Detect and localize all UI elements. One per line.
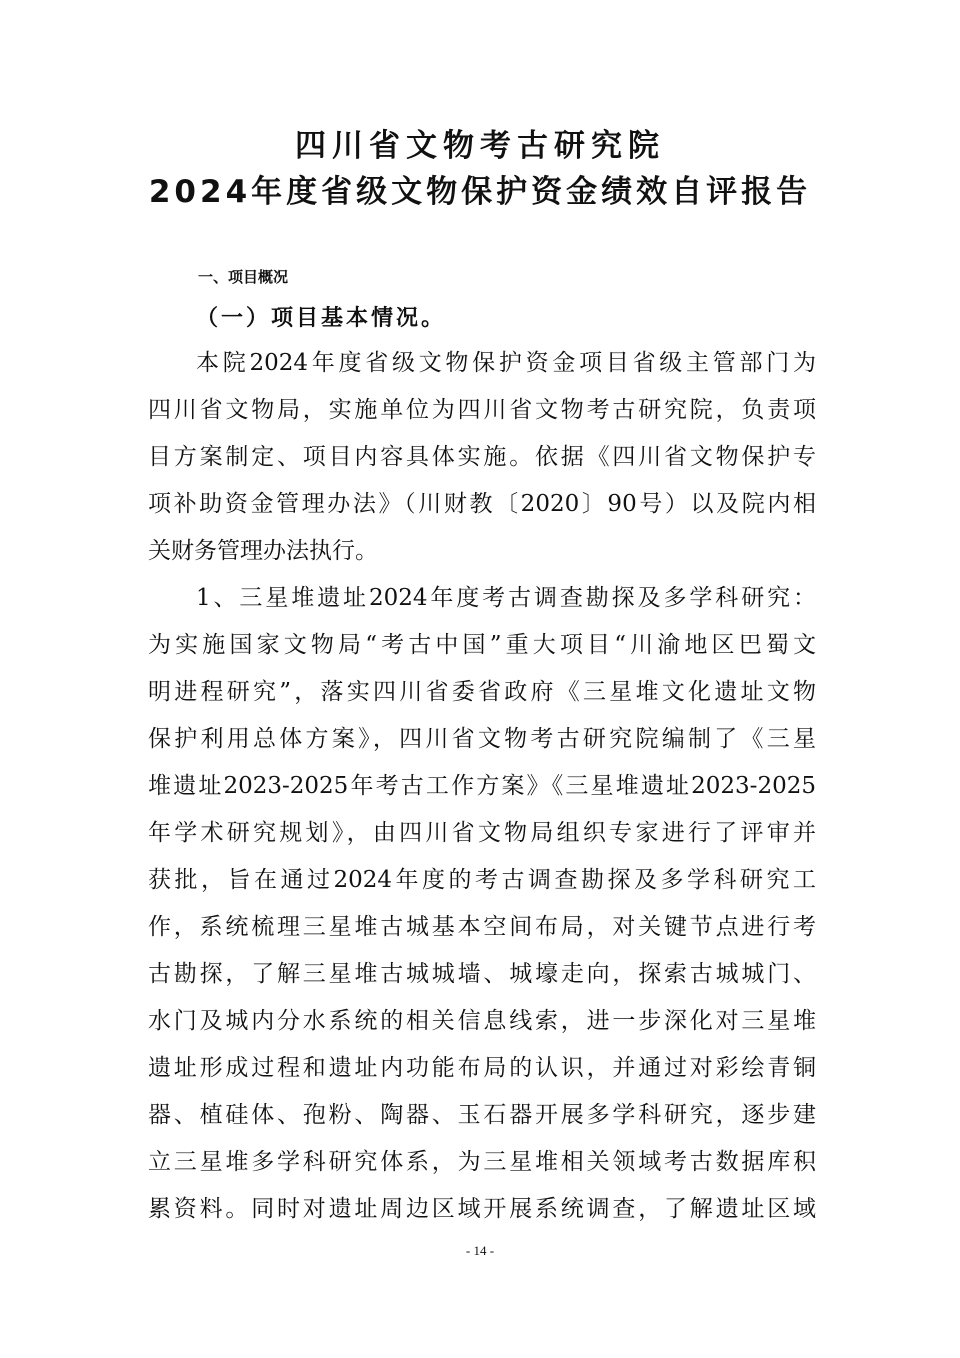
paragraph-1-line: 本院2024年度省级文物保护资金项目省级主管部门为	[196, 350, 816, 376]
paragraph-1-line: 关财务管理办法执行。	[148, 538, 378, 564]
paragraph-2-line: 立三星堆多学科研究体系，为三星堆相关领域考古数据库积	[148, 1149, 816, 1175]
paragraph-2-line: 作，系统梳理三星堆古城基本空间布局，对关键节点进行考	[148, 914, 816, 940]
paragraph-2-line: 器、植硅体、孢粉、陶器、玉石器开展多学科研究，逐步建	[148, 1102, 816, 1128]
section-heading: 一、项目概况	[198, 268, 289, 286]
paragraph-1-line: 目方案制定、项目内容具体实施。依据《四川省文物保护专	[148, 444, 816, 470]
document-title-line-2: 2024年度省级文物保护资金绩效自评报告	[148, 174, 812, 210]
paragraph-2-line: 遗址形成过程和遗址内功能布局的认识，并通过对彩绘青铜	[148, 1055, 816, 1081]
document-title-line-1: 四川省文物考古研究院	[295, 128, 665, 164]
paragraph-2-line: 1、三星堆遗址2024年度考古调查勘探及多学科研究：	[196, 585, 816, 611]
paragraph-2-line: 堆遗址2023-2025年考古工作方案》《三星堆遗址2023-2025	[148, 773, 816, 799]
paragraph-2-line: 水门及城内分水系统的相关信息线索，进一步深化对三星堆	[148, 1008, 816, 1034]
paragraph-1-line: 四川省文物局，实施单位为四川省文物考古研究院，负责项	[148, 397, 816, 423]
paragraph-2-line: 年学术研究规划》，由四川省文物局组织专家进行了评审并	[148, 820, 816, 846]
sub-heading: （一）项目基本情况。	[196, 306, 447, 331]
paragraph-2-line: 保护利用总体方案》，四川省文物考古研究院编制了《三星	[148, 726, 816, 752]
paragraph-2-line: 为实施国家文物局“考古中国”重大项目“川渝地区巴蜀文	[148, 632, 816, 658]
page-number: - 14 -	[465, 1243, 495, 1258]
paragraph-2-line: 明进程研究”，落实四川省委省政府《三星堆文化遗址文物	[148, 679, 816, 705]
paragraph-2-line: 古勘探，了解三星堆古城城墙、城壕走向，探索古城城门、	[148, 961, 816, 987]
paragraph-2-line: 累资料。同时对遗址周边区域开展系统调查，了解遗址区域	[148, 1196, 816, 1222]
paragraph-2-line: 获批，旨在通过2024年度的考古调查勘探及多学科研究工	[148, 867, 816, 893]
paragraph-1-line: 项补助资金管理办法》（川财教〔2020〕90号）以及院内相	[148, 491, 816, 517]
